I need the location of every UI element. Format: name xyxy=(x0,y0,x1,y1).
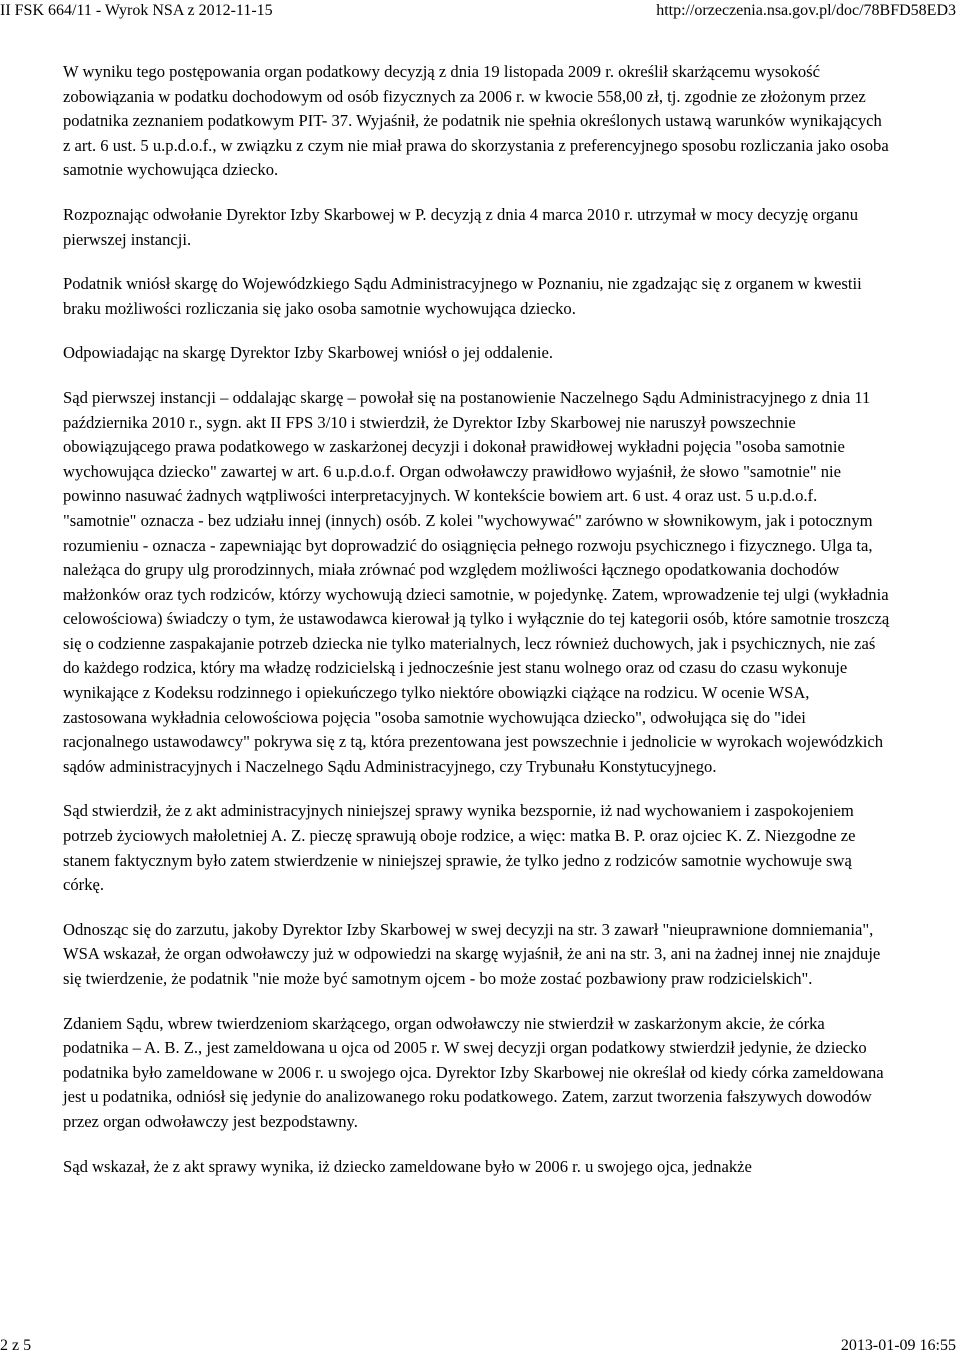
document-body xyxy=(63,60,893,1199)
paragraph: Sąd wskazał, że z akt sprawy wynika, iż dziecko zameldowane było w 2006 r. u swojego ojca, jednakże xyxy=(63,1156,752,1176)
paragraph: Odpowiadając na skargę Dyrektor Izby Skarbowej wniósł o jej oddalenie. xyxy=(63,343,553,363)
document-title: II FSK 664/11 - Wyrok NSA z 2012-11-15 xyxy=(0,2,273,19)
paragraph: Rozpoznając odwołanie Dyrektor Izby Skarbowej w P. decyzją z dnia 4 marca 2010 r. utrzymał w mocy decyzję organu pierwszej instancji. xyxy=(63,204,858,249)
print-timestamp: 2013-01-09 16:55 xyxy=(840,1337,956,1354)
print-footer xyxy=(0,1335,960,1357)
paragraph: Zdaniem Sądu, wbrew twierdzeniom skarżącego, organ odwoławczy nie stwierdził w zaskarżonym akcie, że córka podatnika – A. B. Z., jest zameldowana u ojca od 2005 r. W swej decyzji organ podatkowy stwierdził jedynie, że dziecko podatnika było zameldowane w 2006 r. u swojego ojca. Dyrektor Izby Skarbowej nie określał od kiedy córka zameldowana jest u podatnika, odniósł się jedynie do analizowanego roku podatkowego. Zatem, zarzut tworzenia fałszywych dowodów przez organ odwoławczy jest bezpodstawny. xyxy=(63,1013,884,1131)
paragraph: Odnosząc się do zarzutu, jakoby Dyrektor Izby Skarbowej w swej decyzji na str. 3 zawarł "nieuprawnione domniemania", WSA wskazał, że organ odwoławczy już w odpowiedzi na skargę wyjaśnił, że ani na str. 3, ani na żadnej innej nie znajduje się twierdzenie, że podatnik "nie może być samotnym ojcem - bo może zostać pozbawiony praw rodzicielskich". xyxy=(63,919,881,988)
paragraph: Sąd pierwszej instancji – oddalając skargę – powołał się na postanowienie Naczelnego Sądu Administracyjnego z dnia 11 października 2010 r., sygn. akt II FPS 3/10 i stwierdził, że Dyrektor Izby Skarbowej nie naruszył powszechnie obowiązującego prawa podatkowego w zaskarżonej decyzji i dokonał prawidłowej wykładni pojęcia "osoba samotnie wychowująca dziecko" zawartej w art. 6 u.p.d.o.f. Organ odwoławczy prawidłowo wyjaśnił, że słowo "samotnie" nie powinno nasuwać żadnych wątpliwości interpretacyjnych. W kontekście bowiem art. 6 ust. 4 oraz ust. 5 u.p.d.o.f. "samotnie" oznacza - bez udziału innej (innych) osób. Z kolei "wychowywać" zarówno w słownikowym, jak i potocznym rozumieniu - oznacza - zapewniając byt doprowadzić do osiągnięcia pełnego rozwoju psychicznego i fizycznego. Ulga ta, należąca do grupy ulg prorodzinnych, miała zrównać pod względem możliwości łącznego opodatkowania dochodów małżonków oraz tych rodziców, którzy wychowują dzieci samotnie, w pojedynkę. Zatem, wprowadzenie tej ulgi (wykładnia celowościowa) świadczy o tym, że ustawodawca kierował ją tylko i wyłącznie do tej kategorii osób, które samotnie troszczą się o codzienne zaspakajanie potrzeb dziecka nie tylko materialnych, lecz również duchowych, jak i psychicznych, nie zaś do każdego rodzica, który ma władzę rodzicielską i jednocześnie jest stanu wolnego oraz od czasu do czasu wykonuje wynikające z Kodeksu rodzinnego i opiekuńczego tylko niektóre obowiązki ciążące na rodzicu. W ocenie WSA, zastosowana wykładnia celowościowa pojęcia "osoba samotnie wychowująca dziecko", odwołująca się do "idei racjonalnego ustawodawcy" pokrywa się z tą, która prezentowana jest powszechnie i jednolicie w wyrokach wojewódzkich sądów administracyjnych i Naczelnego Sądu Administracyjnego, czy Trybunału Konstytucyjnego. xyxy=(63,387,890,776)
print-header xyxy=(0,0,960,22)
paragraph: Podatnik wniósł skargę do Wojewódzkiego Sądu Administracyjnego w Poznaniu, nie zgadzając się z organem w kwestii braku możliwości rozliczania się jako osoba samotnie wychowująca dziecko. xyxy=(63,274,862,318)
page-number: 2 z 5 xyxy=(0,1337,32,1354)
paragraph: W wyniku tego postępowania organ podatkowy decyzją z dnia 19 listopada 2009 r. określił skarżącemu wysokość zobowiązania w podatku dochodowym od osób fizycznych za 2006 r. w kwocie 558,00 zł, tj. zgodnie ze złożonym przez podatnika zeznaniem podatkowym PIT- 37. Wyjaśnił, że podatnik nie spełnia określonych ustawą warunków wynikających z art. 6 ust. 5 u.p.d.o.f., w związku z czym nie miał prawa do skorzystania z preferencyjnego sposobu rozliczania jako osoba samotnie wychowująca dziecko. xyxy=(63,62,889,180)
paragraph: Sąd stwierdził, że z akt administracyjnych niniejszej sprawy wynika bezspornie, iż nad wychowaniem i zaspokojeniem potrzeb życiowych małoletniej A. Z. pieczę sprawują oboje rodzice, a więc: matka B. P. oraz ojciec K. Z. Niezgodne ze stanem faktycznym było zatem stwierdzenie w niniejszej sprawie, że tylko jedno z rodziców samotnie wychowuje swą córkę. xyxy=(63,801,856,895)
document-url: http://orzeczenia.nsa.gov.pl/doc/78BFD58ED3 xyxy=(656,2,956,19)
